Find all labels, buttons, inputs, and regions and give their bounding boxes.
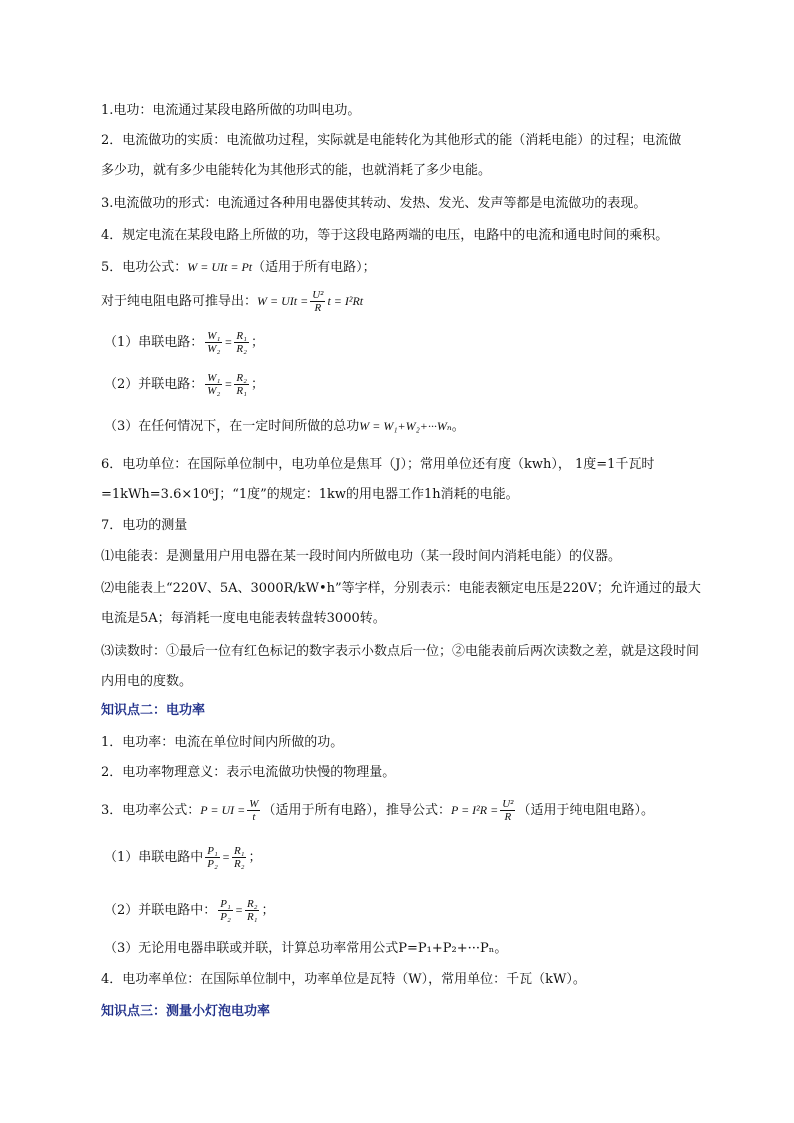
para-total-power: （3）无论用电器串联或并联，计算总功率常用公式P=P₁+P₂+···Pₙ。 <box>104 941 508 956</box>
para-work-measure: 7．电功的测量 <box>101 518 188 533</box>
para-meter-reading-2: 内用电的度数。 <box>101 674 193 689</box>
para-work-formula: 5．电功公式：W = UIt = Pt（适用于所有电路）； <box>101 260 376 275</box>
para-power-formula: 3．电功率公式：P = UI = $\frac{W}{t}$ （适用于所有电路），推导公式：P = I²R = $\frac{\text{U²}}{R}$ （适用于纯电阻电路）。 <box>101 798 654 823</box>
para-work-rule: 4．规定电流在某段电路上所做的功，等于这段电路两端的电压，电路中的电流和通电时间的乘积。 <box>101 228 669 243</box>
para-power-def: 1．电功率：电流在单位时间内所做的功。 <box>101 735 344 750</box>
heading-section-2: 知识点二：电功率 <box>101 703 206 718</box>
para-work-essence-1: 2．电流做功的实质：电流做功过程，实际就是电能转化为其他形式的能（消耗电能）的过程；电流做 <box>101 133 682 148</box>
para-series-power: （1）串联电路中 $\frac{\text{P₁}}{\text{P₂}}$ = $\frac{\text{R₁}}{\text{R₂}}$ ； <box>104 845 262 870</box>
heading-section-3: 知识点三：测量小灯泡电功率 <box>101 1004 271 1019</box>
para-work-unit-1: 6．电功单位：在国际单位制中，电功单位是焦耳（J）；常用单位还有度（kwh）， 1度=1千瓦时 <box>101 457 655 472</box>
para-meter-marks-2: 电流是5A；每消耗一度电电能表转盘转3000转。 <box>101 611 386 626</box>
para-meter-marks-1: ⑵电能表上“220V、5A、3000R/kW•h”等字样，分别表示：电能表额定电压是220V；允许通过的最大 <box>101 581 701 596</box>
para-work-essence-2: 多少功，就有多少电能转化为其他形式的能，也就消耗了多少电能。 <box>101 163 492 178</box>
para-parallel-power: （2）并联电路中： $\frac{\text{P₁}}{\text{P₂}}$ = $\frac{\text{R₂}}{\text{R₁}}$ ； <box>104 898 275 923</box>
para-parallel-work: （2）并联电路： $\frac{\text{W₁}}{\text{W₂}}$ = $\frac{\text{R₂}}{\text{R₁}}$ ； <box>104 372 264 397</box>
para-total-work: （3）在任何情况下，在一定时间所做的总功W = W₁+W₂+···Wₙ。 <box>104 419 465 434</box>
para-electric-work-def: 1.电功：电流通过某段电路所做的功叫电功。 <box>101 103 361 118</box>
para-meter-reading-1: ⑶读数时：①最后一位有红色标记的数字表示小数点后一位；②电能表前后两次读数之差，就是这段时间 <box>101 644 700 659</box>
para-pure-resistance: 对于纯电阻电路可推导出：W = UIt = $\frac{\text{U²}}{R}$ t = I²Rt <box>101 289 364 314</box>
para-work-forms: 3.电流做功的形式：电流通过各种用电器使其转动、发热、发光、发声等都是电流做功的表现。 <box>101 196 647 211</box>
para-power-meaning: 2．电功率物理意义：表示电流做功快慢的物理量。 <box>101 765 396 780</box>
formula-w-uit: W = UIt = Pt <box>187 260 253 274</box>
para-power-unit: 4．电功率单位：在国际单位制中，功率单位是瓦特（W），常用单位：千瓦（kW）。 <box>101 972 586 987</box>
fraction-u2-r: $\frac{\text{U²}}{R}$ <box>312 289 324 314</box>
para-meter-def: ⑴电能表：是测量用户用电器在某一段时间内所做电功（某一段时间内消耗电能）的仪器。 <box>101 549 622 564</box>
para-series-work: （1）串联电路： $\frac{\text{W₁}}{\text{W₂}}$ = $\frac{\text{R₁}}{\text{R₂}}$ ； <box>104 330 264 355</box>
para-work-unit-2: =1kWh=3.6×10⁶J；“1度”的规定：1kw的用电器工作1h消耗的电能。 <box>101 487 519 502</box>
